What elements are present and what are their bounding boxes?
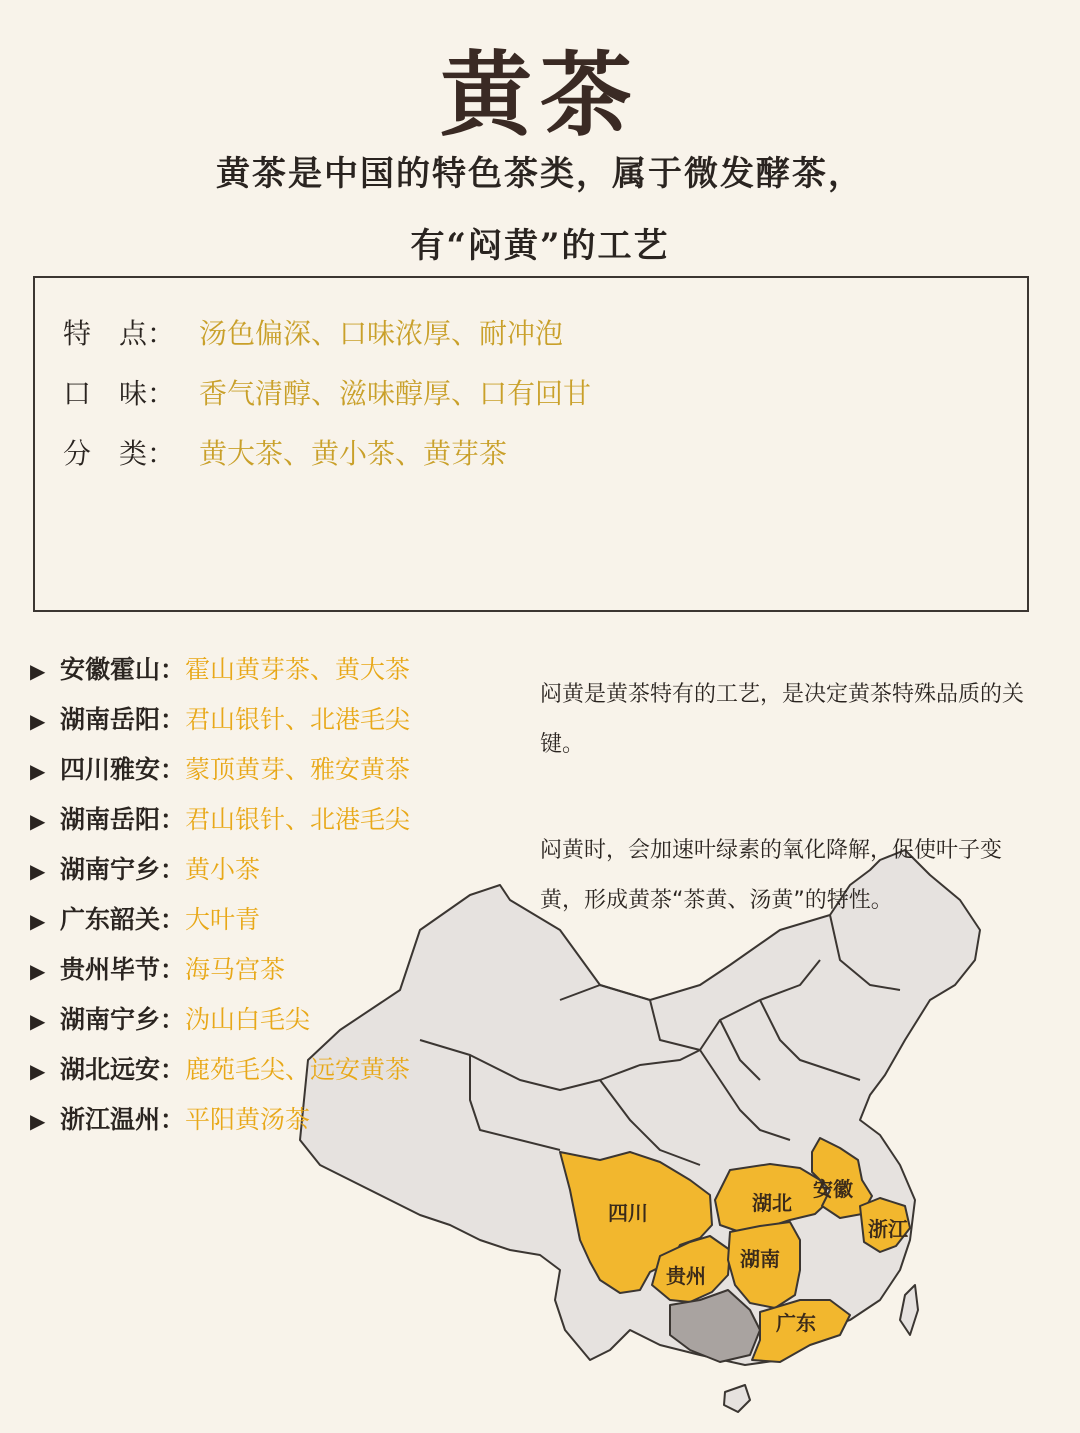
- region-tea: 霍山黄芽茶、黄大茶: [185, 655, 411, 684]
- subtitle-line-2: 有“闷黄”的工艺: [410, 226, 670, 266]
- taiwan-island: [900, 1285, 918, 1335]
- province-label-sichuan: 四川: [608, 1201, 648, 1225]
- province-label-anhui: 安徽: [813, 1177, 853, 1201]
- region-tea: 蒙顶黄芽、雅安黄茶: [185, 755, 411, 784]
- arrow-icon: ▶: [30, 1059, 46, 1083]
- info-label: 特 点：: [63, 317, 176, 350]
- region-tea: 沩山白毛尖: [185, 1005, 311, 1034]
- list-item: [30, 950, 285, 990]
- list-item: [30, 900, 260, 940]
- arrow-icon: ▶: [30, 1109, 46, 1133]
- province-label-hubei: 湖北: [752, 1191, 792, 1215]
- page-title: 黄茶: [439, 41, 640, 149]
- arrow-icon: ▶: [30, 659, 46, 683]
- region-name: 贵州毕节：: [60, 955, 186, 984]
- info-value: 汤色偏深、口味浓厚、耐冲泡: [199, 317, 564, 350]
- hainan-island: [724, 1385, 750, 1412]
- list-item: [30, 750, 410, 790]
- arrow-icon: ▶: [30, 809, 46, 833]
- province-label-hunan: 湖南: [740, 1247, 780, 1271]
- info-value: 香气清醇、滋味醇厚、口有回甘: [199, 377, 592, 410]
- region-name: 四川雅安：: [60, 755, 186, 784]
- region-tea: 海马宫茶: [185, 955, 286, 984]
- list-item: [30, 850, 260, 890]
- region-name: 湖南宁乡：: [60, 855, 186, 884]
- arrow-icon: ▶: [30, 959, 46, 983]
- region-tea: 大叶青: [185, 905, 261, 934]
- list-item: [30, 800, 410, 840]
- list-item: [30, 1050, 410, 1090]
- region-name: 湖南岳阳：: [60, 805, 186, 834]
- region-tea: 君山银针、北港毛尖: [185, 705, 411, 734]
- arrow-icon: ▶: [30, 909, 46, 933]
- region-tea: 君山银针、北港毛尖: [185, 805, 411, 834]
- list-item: [30, 700, 410, 740]
- note-paragraph-2: 闷黄时，会加速叶绿素的氧化降解，促使叶子变黄，形成黄茶“茶黄、汤黄”的特性。: [540, 838, 1003, 913]
- province-label-guangdong: 广东: [776, 1311, 816, 1335]
- region-name: 湖南宁乡：: [60, 1005, 186, 1034]
- arrow-icon: ▶: [30, 709, 46, 733]
- province-label-guizhou: 贵州: [666, 1264, 706, 1288]
- list-item: [30, 1000, 310, 1040]
- info-label: 口 味：: [63, 377, 176, 410]
- info-value: 黄大茶、黄小茶、黄芽茶: [199, 437, 508, 470]
- province-label-zhejiang: 浙江: [868, 1217, 908, 1241]
- list-item: [30, 1100, 310, 1140]
- region-tea: 黄小茶: [185, 855, 261, 884]
- region-tea: 平阳黄汤茶: [185, 1105, 311, 1134]
- list-item: [30, 650, 410, 690]
- arrow-icon: ▶: [30, 759, 46, 783]
- info-label: 分 类：: [63, 437, 176, 470]
- arrow-icon: ▶: [30, 859, 46, 883]
- region-name: 浙江温州：: [60, 1105, 186, 1134]
- arrow-icon: ▶: [30, 1009, 46, 1033]
- region-name: 湖北远安：: [60, 1055, 186, 1084]
- region-name: 湖南岳阳：: [60, 705, 186, 734]
- region-name: 广东韶关：: [60, 905, 186, 934]
- region-tea: 鹿苑毛尖、远安黄茶: [185, 1055, 411, 1084]
- note-paragraph-1: 闷黄是黄茶特有的工艺，是决定黄茶特殊品质的关键。: [540, 682, 1025, 757]
- subtitle-line-1: 黄茶是中国的特色茶类，属于微发酵茶，: [216, 154, 864, 194]
- region-name: 安徽霍山：: [60, 655, 186, 684]
